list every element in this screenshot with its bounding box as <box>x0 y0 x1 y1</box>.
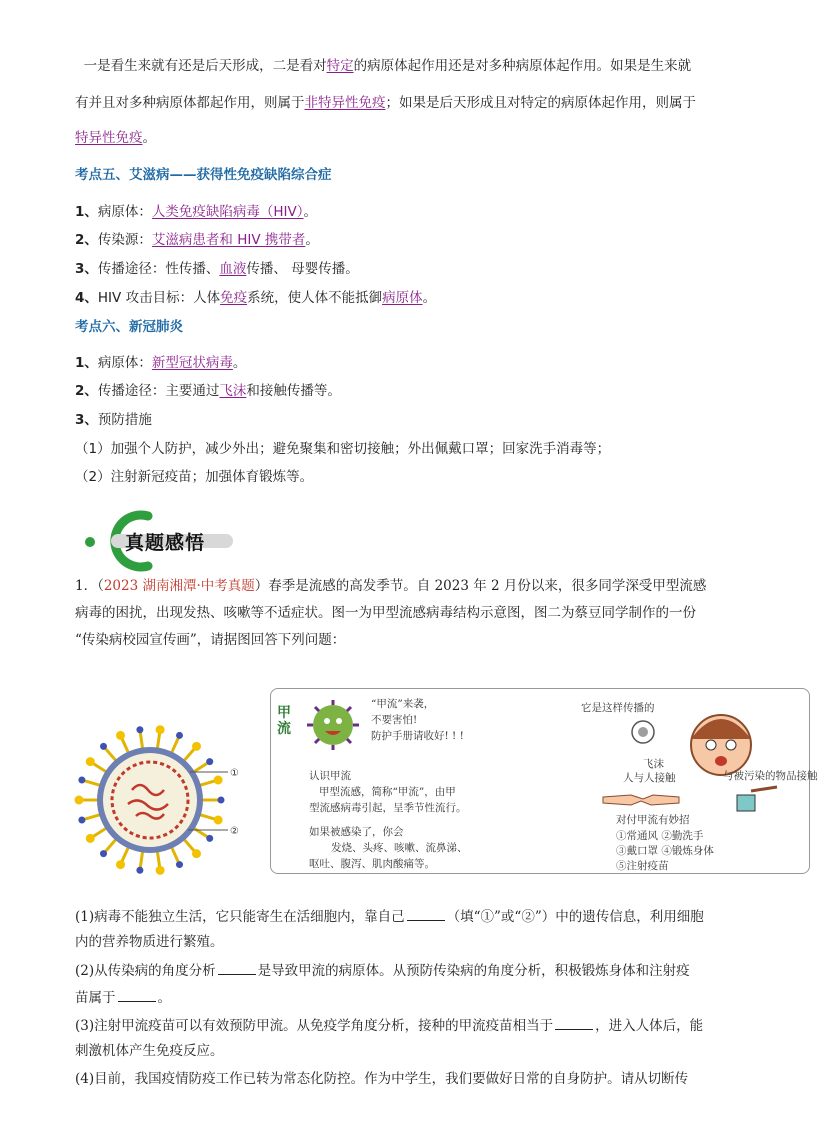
item-number: 2、 <box>75 232 98 248</box>
spike-head <box>100 743 107 750</box>
text: 春季是流感的高发季节。自 2023 年 2 月份以来，很多同学深受甲型流感 <box>268 578 707 594</box>
spike-head <box>100 850 107 857</box>
answer-blank[interactable] <box>555 1017 593 1030</box>
spike-head <box>116 860 125 869</box>
poster-text: 型流感病毒引起，呈季节性流行。 <box>309 802 467 814</box>
underlined-term: 病原体 <box>382 290 423 306</box>
spike-head <box>86 757 95 766</box>
section-heading-5: 考点五、艾滋病——获得性免疫缺陷综合症 <box>75 167 332 183</box>
underlined-term: 特异性免疫 <box>75 130 143 146</box>
poster-text: 人与人接触 <box>623 772 676 784</box>
spike-head <box>156 866 165 875</box>
intro-line-2 <box>75 95 725 112</box>
text: (1)病毒不能独立生活，它只能寄生在活细胞内，靠自己 <box>75 909 405 925</box>
eye <box>726 740 736 750</box>
question-line-2: 病毒的困扰，出现发热、咳嗽等不适症状。图一为甲型流感病毒结构示意图，图二为蔡豆同学制作的一份 <box>75 605 696 621</box>
underlined-term: 艾滋病患者和 HIV 携带者 <box>151 232 306 248</box>
cartoon-eye <box>336 718 342 724</box>
text: 。 <box>232 355 247 371</box>
text: 有并且对多种病原体都起作用，则属于 <box>75 95 305 111</box>
spike-head <box>78 776 85 783</box>
marker-2: ② <box>230 826 239 837</box>
text: 传染源： <box>97 232 152 248</box>
text: 是导致甲流的病原体。从预防传染病的角度分析，积极锻炼身体和注射疫 <box>257 963 690 979</box>
spike-head <box>156 725 165 734</box>
poster-text: 与被污染的物品接触 <box>723 770 818 782</box>
spike <box>93 828 106 837</box>
subq-3-line-2: 刺激机体产生免疫反应。 <box>75 1043 224 1059</box>
s5-item-3 <box>75 261 725 278</box>
spike <box>105 839 115 851</box>
spike-head <box>176 861 183 868</box>
item-number: 3、 <box>75 261 98 277</box>
text: 病原体： <box>97 204 152 220</box>
hair <box>691 719 751 739</box>
spike <box>122 847 129 862</box>
underlined-term: 新型冠状病毒 <box>151 355 233 371</box>
text: 的病原体起作用还是对多种病原体起作用。如果是生来就 <box>353 58 692 74</box>
contaminated-object-icon <box>731 785 781 815</box>
droplet-virus-icon <box>629 719 657 745</box>
text: ，进入人体后，能 <box>595 1018 704 1034</box>
poster-text: 对付甲流有妙招 <box>616 814 690 826</box>
poster-text: 飞沫 <box>643 758 664 770</box>
poster-text: ③戴口罩 ④锻炼身体 <box>616 845 714 857</box>
text: 传播途径：主要通过 <box>97 383 220 399</box>
spike <box>140 851 142 867</box>
text: (2)从传染病的角度分析 <box>75 963 216 979</box>
text: 。 <box>303 204 318 220</box>
poster-text: 防护手册请收好! ! ! <box>371 730 464 742</box>
handshake-icon <box>601 785 681 809</box>
text: 传播途径：性传播、 <box>97 261 220 277</box>
underlined-term: 免疫 <box>220 290 248 306</box>
spike <box>105 749 115 761</box>
campus-poster <box>270 688 818 874</box>
text: 和接触传播等。 <box>246 383 341 399</box>
underlined-term: 人类免疫缺陷病毒（HIV） <box>151 204 304 220</box>
spike-head <box>206 835 213 842</box>
s6-item-2 <box>75 383 725 400</box>
spike <box>200 781 215 786</box>
spike <box>157 851 159 867</box>
poster-text: 如果被感染了，你会 <box>309 826 404 838</box>
item-number: 1、 <box>75 204 98 220</box>
spike <box>172 738 179 753</box>
spike-head <box>176 732 183 739</box>
spike <box>85 781 100 786</box>
spike <box>184 839 194 851</box>
spike <box>194 763 207 772</box>
intro-line-1 <box>75 58 725 75</box>
answer-blank[interactable] <box>218 962 256 975</box>
spike <box>194 828 207 837</box>
text: (3)注射甲流疫苗可以有效预防甲流。从免疫学角度分析，接种的甲流疫苗相当于 <box>75 1018 554 1034</box>
poster-text: 发烧、头疼、咳嗽、流鼻涕、 <box>331 842 468 854</box>
poster-text: ⑤注射疫苗 <box>616 860 669 872</box>
subq-4-line-1: (4)目前，我国疫情防疫工作已转为常态化防控。作为中学生，我们要做好日常的自身防护。请从切断传 <box>75 1071 689 1087</box>
underlined-term: 飞沫 <box>219 383 247 399</box>
question-line-3: “传染病校园宣传画”，请据图回答下列问题： <box>75 632 346 648</box>
spike-head <box>116 731 125 740</box>
poster-text: 不要害怕! <box>371 714 418 726</box>
cartoon-eye <box>324 718 330 724</box>
poster-text: 认识甲流 <box>309 770 351 782</box>
question-line-1 <box>75 578 725 595</box>
s5-item-4 <box>75 290 725 307</box>
s6-item-3 <box>75 412 725 429</box>
underlined-term: 非特异性免疫 <box>304 95 386 111</box>
banner-title: 真题感悟 <box>125 532 206 554</box>
poster-text: 它是这样传播的 <box>581 702 655 714</box>
influenza-virus-diagram <box>80 720 270 880</box>
text: 病原体： <box>97 355 152 371</box>
text: ） <box>254 578 269 594</box>
spike-head <box>218 797 225 804</box>
text: ；如果是后天形成且对特定的病原体起作用，则属于 <box>385 95 696 111</box>
spike <box>184 749 194 761</box>
s5-item-1 <box>75 204 725 221</box>
subq-2-line-1 <box>75 962 725 980</box>
spike-head <box>192 849 201 858</box>
eye <box>706 740 716 750</box>
question-number: 1．（ <box>75 578 104 594</box>
text: 。 <box>422 290 437 306</box>
poster-text: “甲流”来袭， <box>371 698 435 710</box>
s6-measure-2: （2）注射新冠疫苗；加强体育锻炼等。 <box>75 469 314 485</box>
spike-head <box>75 796 84 805</box>
item-number: 3、 <box>75 412 98 428</box>
spike-head <box>214 816 223 825</box>
spike <box>172 847 179 862</box>
spike <box>122 738 129 753</box>
text: 。 <box>157 990 171 1006</box>
text: HIV 攻击目标：人体 <box>97 290 221 306</box>
text: 一是看生来就有还是后天形成，二是看对 <box>83 58 327 74</box>
s6-measure-1: （1）加强个人防护，减少外出；避免聚集和密切接触；外出佩戴口罩；回家洗手消毒等； <box>75 441 611 457</box>
spike-head <box>86 834 95 843</box>
text: 系统，使人体不能抵御 <box>247 290 383 306</box>
spike <box>85 815 100 820</box>
text: 传播、 母婴传播。 <box>246 261 359 277</box>
virus-envelope <box>100 750 200 850</box>
mouth <box>715 756 727 766</box>
spike <box>140 733 142 749</box>
spike-head <box>214 775 223 784</box>
spike <box>157 733 159 749</box>
banner-dot-icon <box>85 537 95 547</box>
spike-head <box>192 742 201 751</box>
text: 预防措施 <box>97 412 152 428</box>
spike-head <box>136 867 143 874</box>
surprised-face-icon <box>676 705 766 777</box>
item-number: 4、 <box>75 290 98 306</box>
section-heading-6: 考点六、新冠肺炎 <box>75 319 183 335</box>
subq-2-line-2 <box>75 989 725 1007</box>
underlined-term: 血液 <box>219 261 247 277</box>
poster-text: 甲型流感，简称“甲流”，由甲 <box>319 786 456 798</box>
spike <box>200 815 215 820</box>
text: （填“①”或“②”）中的遗传信息，利用细胞 <box>446 909 704 925</box>
underlined-term: 特定 <box>326 58 354 74</box>
spike-head <box>206 758 213 765</box>
spike-head <box>136 726 143 733</box>
subq-1-line-1 <box>75 908 725 926</box>
s5-item-2 <box>75 232 725 249</box>
poster-badge: 甲流 <box>277 705 291 737</box>
item-number: 1、 <box>75 355 98 371</box>
subq-3-line-1 <box>75 1017 725 1035</box>
spike-head <box>78 817 85 824</box>
poster-text: 呕吐、腹泻、肌肉酸痛等。 <box>309 858 435 870</box>
question-source: 2023 湖南湘潭·中考真题 <box>103 578 255 594</box>
intro-line-3 <box>75 130 725 147</box>
marker-1: ① <box>230 768 239 779</box>
text: 。 <box>142 130 156 146</box>
s6-item-1 <box>75 355 725 372</box>
item-number: 2、 <box>75 383 98 399</box>
text: 。 <box>305 232 319 248</box>
answer-blank[interactable] <box>407 908 445 921</box>
text: 苗属于 <box>75 990 116 1006</box>
poster-text: ①常通风 ②勤洗手 <box>616 830 704 842</box>
answer-blank[interactable] <box>118 989 156 1002</box>
spike <box>93 763 106 772</box>
subq-1-line-2: 内的营养物质进行繁殖。 <box>75 934 224 950</box>
